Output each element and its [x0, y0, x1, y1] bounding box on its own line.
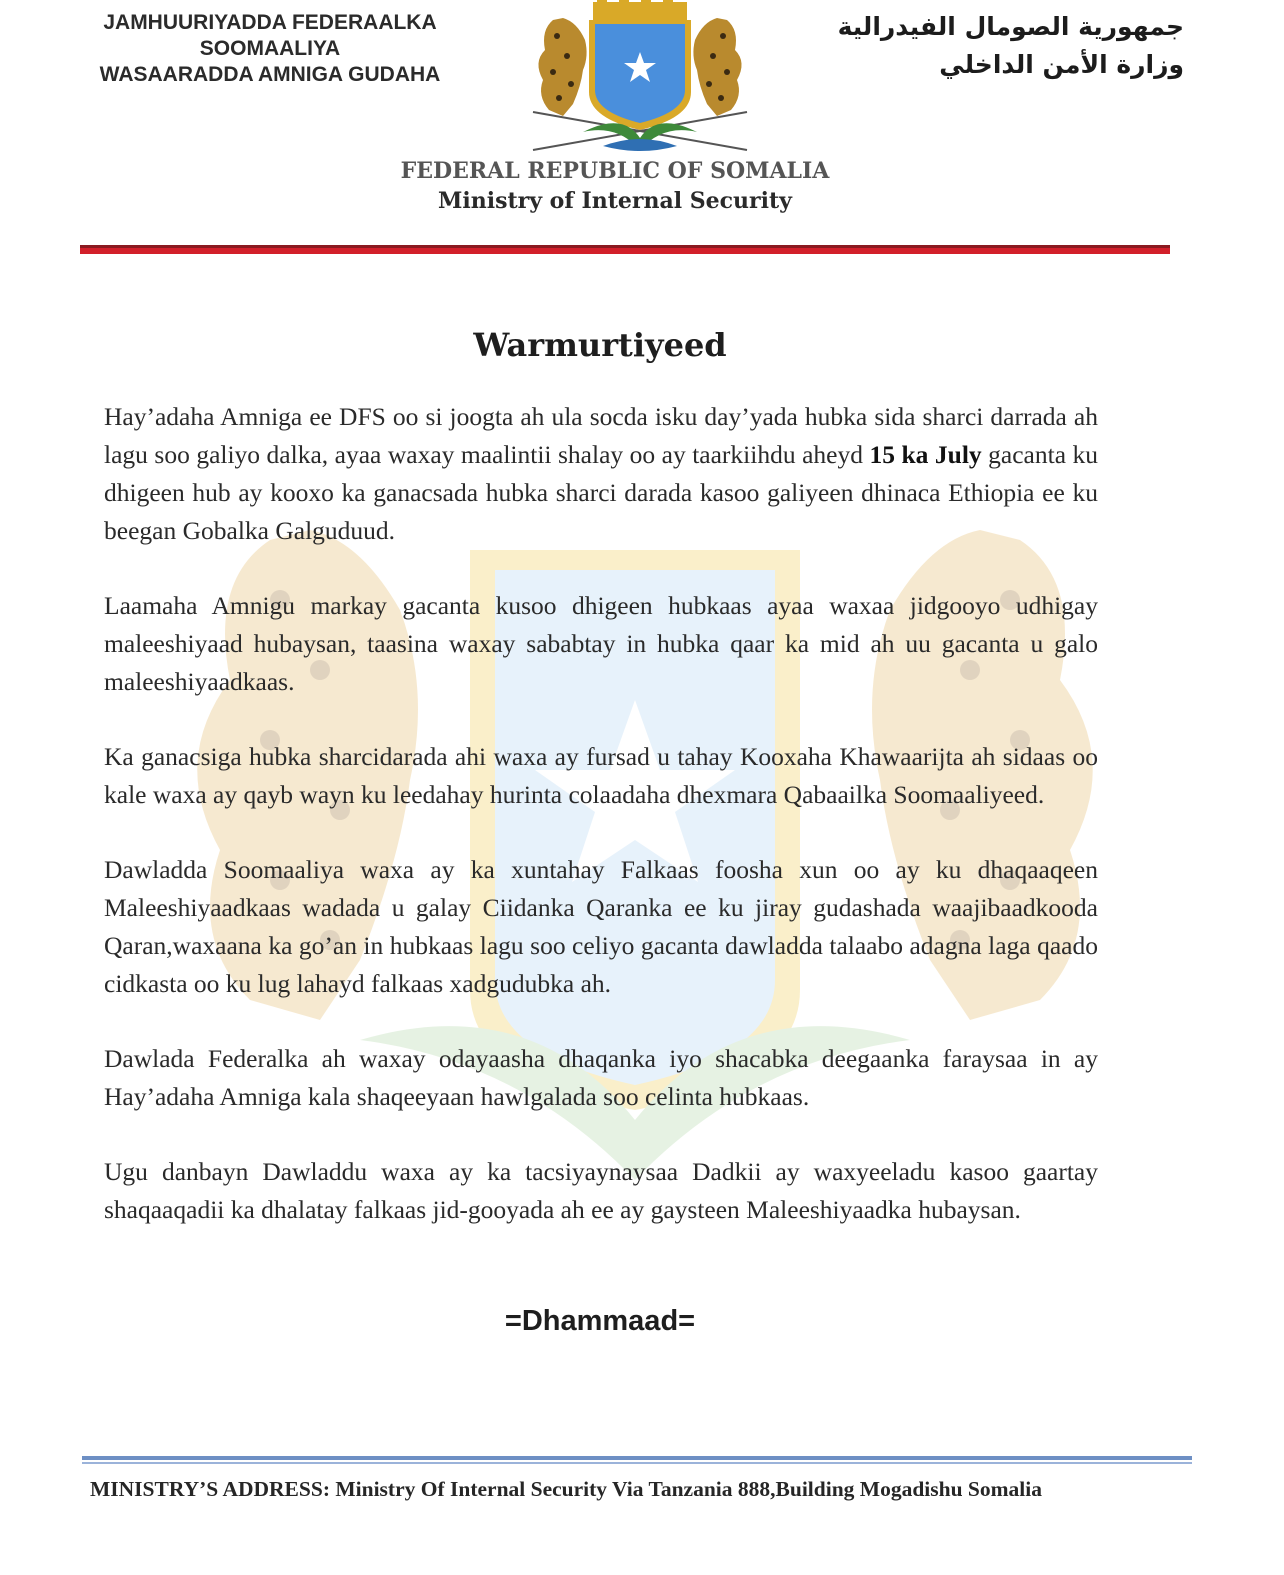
letterhead-arabic-line-2: وزارة الأمن الداخلي: [939, 50, 1184, 79]
letterhead-arabic-line-1: جمهورية الصومال الفيدرالية: [837, 12, 1184, 41]
letterhead-english: [390, 156, 840, 216]
letterhead-somali-line-2: SOOMAALIYA: [199, 37, 341, 60]
document-body: [104, 398, 1098, 1266]
letterhead-arabic: [764, 8, 1184, 84]
leopard-left-icon: [538, 18, 586, 116]
letterhead-somali: [60, 10, 480, 88]
paragraph-1: [104, 398, 1098, 550]
ministry-address: MINISTRY’S ADDRESS: Ministry Of Internal Security Via Tanzania 888,Building Mogadishu Somalia: [90, 1477, 1042, 1501]
paragraph-1-date: 15 ka July: [869, 440, 982, 469]
paragraph-2: Laamaha Amnigu markay gacanta kusoo dhigeen hubkaas ayaa waxaa jidgooyo udhigay maleeshiyaad hubaysan, taasina waxay sababtay in hubka qaar ka mid ah uu gacanta u galo maleeshiyaadkaas.: [104, 591, 1098, 696]
paragraph-1-text-start: Hay’adaha Amniga ee DFS oo si joogta ah ula socda isku day’yada hubka sida sharci darrada ah lagu soo galiyo dalka, ayaa waxay maalintii shalay oo ay taarkiihdu aheyd: [104, 402, 1098, 469]
footer-divider: [82, 1456, 1192, 1466]
country-name: FEDERAL REPUBLIC OF SOMALIA: [400, 158, 830, 184]
paragraph-6: Ugu danbayn Dawladdu waxa ay ka tacsiyaynaysaa Dadkii ay waxyeeladu kasoo gaartay shaqaaqadii ka dhalatay falkaas jid-gooyada ah ee ay gaysteen Maleeshiyaadka hubaysan.: [104, 1157, 1098, 1224]
paragraph-1-text-end: gacanta ku dhigeen hub ay kooxo ka ganacsada hubka sharci darada kasoo galiyeen dhinaca Ethiopia ee ku beegan Gobalka Galguduud.: [104, 440, 1098, 545]
paragraph-5: Dawlada Federalka ah waxay odayaasha dhaqanka iyo shacabka deegaanka faraysaa in ay Hay’adaha Amniga kala shaqeeyaan hawlgalada soo celinta hubkaas.: [104, 1044, 1098, 1111]
header-divider: [80, 245, 1170, 255]
closing-mark: =Dhammaad=: [504, 1305, 696, 1337]
ministry-name: Ministry of Internal Security: [438, 188, 792, 214]
letterhead-somali-line-1: JAMHUURIYADDA FEDERAALKA: [103, 11, 437, 34]
letterhead-somali-line-3: WASAARADDA AMNIGA GUDAHA: [99, 63, 441, 86]
crown-icon: [593, 0, 687, 20]
document-title: Warmurtiyeed: [473, 326, 727, 364]
shield-icon: [589, 20, 691, 130]
leopard-right-icon: [693, 18, 741, 116]
paragraph-3: Ka ganacsiga hubka sharcidarada ahi waxa ay fursad u tahay Kooxaha Khawaarijta ah sidaas oo kale waxa ay qayb wayn ku leedahay hurinta colaadaha dhexmara Qabaailka Soomaaliyeed.: [104, 742, 1098, 809]
paragraph-4: Dawladda Soomaaliya waxa ay ka xuntahay Falkaas foosha xun oo ay ku dhaqaaqeen Maleeshiyaadkaas wadada u galay Ciidanka Qaranka ee ku jiray gudashada waajibaadkooda Qaran,waxaana ka go’an in hubkaas lagu soo celiyo gacanta dawladda talaabo adagna laga qaado cidkasta oo ku lug lahayd falkaas xadgudubka ah.: [104, 855, 1098, 998]
coat-of-arms-emblem: [523, 0, 757, 158]
